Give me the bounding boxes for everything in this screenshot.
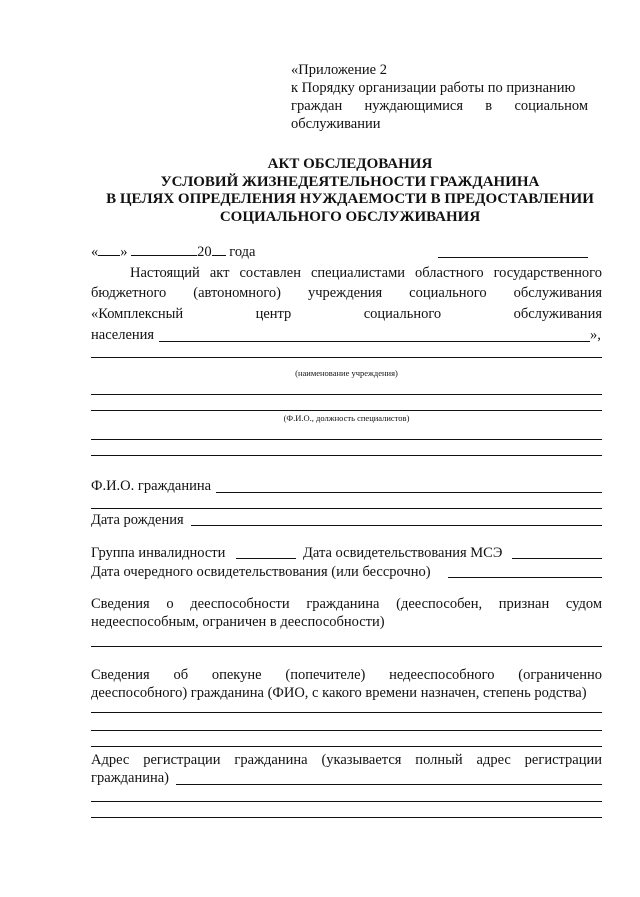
title-line-3: В ЦЕЛЯХ ОПРЕДЕЛЕНИЯ НУЖДАЕМОСТИ В ПРЕДОСТАВЛЕНИИ	[106, 191, 594, 207]
guardian-field-3[interactable]	[91, 746, 602, 747]
citizen-name-field[interactable]	[216, 492, 602, 493]
title-line-2: УСЛОВИЙ ЖИЗНЕДЕЯТЕЛЬНОСТИ ГРАЖДАНИНА	[160, 173, 540, 190]
specialists-line-2[interactable]	[91, 410, 602, 411]
institution-name-field[interactable]	[159, 341, 590, 342]
appendix-line-2: к Порядку организации работы по признанию	[291, 80, 576, 96]
disability-group-field[interactable]	[236, 558, 296, 559]
date-open-quote: «	[91, 244, 99, 260]
specialists-line-4[interactable]	[91, 455, 602, 456]
intro-line-3: «Комплексный центр социального обслуживания	[91, 306, 602, 322]
appendix-line-3: граждан нуждающимися в социальном	[291, 98, 588, 114]
institution-caption: (наименование учреждения)	[295, 368, 398, 378]
appendix-title: «Приложение 2	[291, 62, 387, 78]
institution-name-line-2[interactable]	[91, 357, 602, 358]
specialists-caption: (Ф.И.О., должность специалистов)	[283, 413, 410, 423]
title-line-1: АКТ ОБСЛЕДОВАНИЯ	[267, 156, 433, 172]
citizen-name-line-2[interactable]	[91, 508, 602, 509]
year-suffix: года	[229, 244, 256, 260]
address-field-3[interactable]	[91, 817, 602, 818]
citizen-name-label: Ф.И.О. гражданина	[91, 478, 212, 494]
disability-group-label: Группа инвалидности	[91, 545, 226, 561]
date-line	[91, 243, 255, 261]
birth-date-field[interactable]	[191, 525, 602, 526]
intro-line-4-end: »,	[590, 327, 601, 343]
intro-line-4-start: населения	[91, 327, 155, 343]
intro-line-2: бюджетного (автономного) учреждения социального обслуживания	[91, 285, 602, 301]
month-field[interactable]	[131, 243, 197, 256]
next-exam-label: Дата очередного освидетельствования (или бессрочно)	[91, 564, 431, 580]
mse-date-field[interactable]	[512, 558, 602, 559]
next-exam-field[interactable]	[448, 577, 602, 578]
year-field[interactable]	[212, 243, 226, 256]
specialists-line-1[interactable]	[91, 394, 602, 395]
title-line-4: СОЦИАЛЬНОГО ОБСЛУЖИВАНИЯ	[219, 208, 481, 225]
specialists-line-3[interactable]	[91, 439, 602, 440]
mse-date-label: Дата освидетельствования МСЭ	[303, 545, 503, 561]
guardian-field-1[interactable]	[91, 712, 602, 713]
guardian-field-2[interactable]	[91, 730, 602, 731]
guardian-line-2: дееспособного) гражданина (ФИО, с какого времени назначен, степень родства)	[91, 685, 587, 701]
address-field-2[interactable]	[91, 801, 602, 802]
date-close-quote: »	[120, 244, 128, 260]
birth-date-label: Дата рождения	[91, 512, 184, 528]
appendix-line-4: обслуживании	[291, 116, 381, 132]
day-field[interactable]	[98, 243, 120, 256]
document-title	[60, 156, 640, 226]
place-field[interactable]	[438, 257, 588, 258]
address-field-1[interactable]	[176, 784, 602, 785]
address-line-2: гражданина)	[91, 770, 170, 786]
guardian-line-1: Сведения об опекуне (попечителе) недееспособного (ограниченно	[91, 667, 602, 683]
address-line-1: Адрес регистрации гражданина (указывается полный адрес регистрации	[91, 752, 602, 768]
capacity-line-2: недееспособным, ограничен в дееспособности)	[91, 614, 385, 630]
capacity-line-1: Сведения о дееспособности гражданина (дееспособен, признан судом	[91, 596, 602, 612]
capacity-field[interactable]	[91, 646, 602, 647]
intro-line-1: Настоящий акт составлен специалистами областного государственного	[130, 265, 602, 281]
year-prefix: 20	[197, 244, 212, 260]
